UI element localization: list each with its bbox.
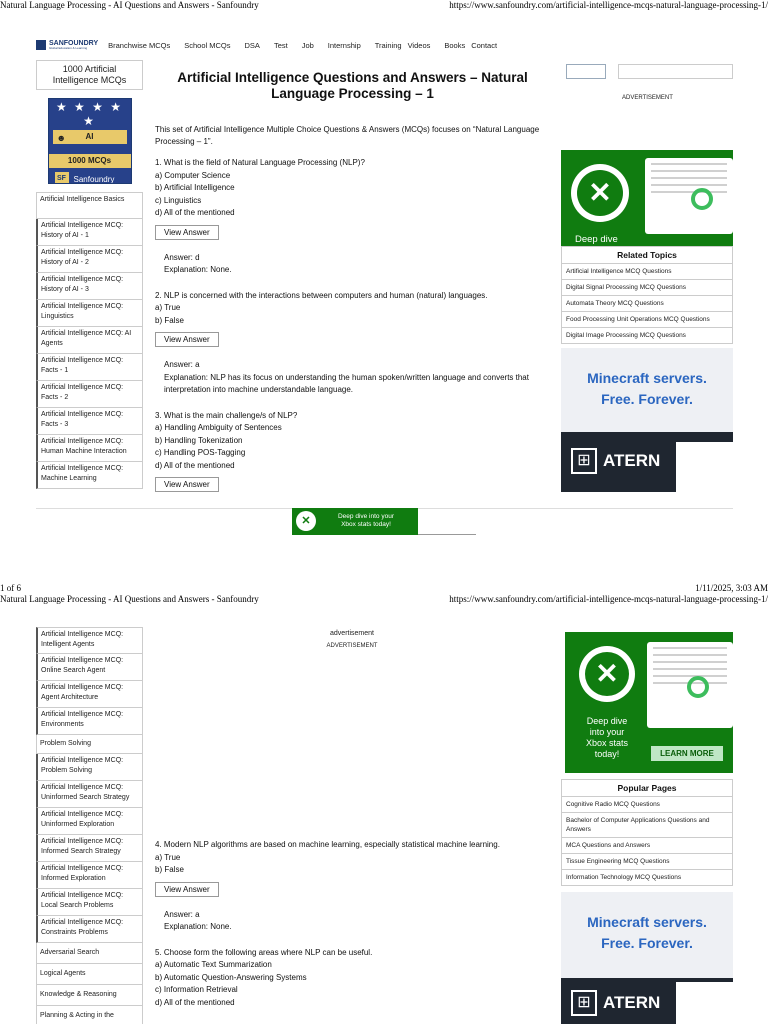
sidebar-item[interactable]: Artificial Intelligence MCQ: Intelligent Agents [36,627,143,654]
print-page-num: 1 of 6 [0,583,21,593]
xbox-logo-icon: ✕ [585,652,629,696]
sidebar-item[interactable]: Adversarial Search [36,943,143,964]
page-title: Artificial Intelligence Questions and Answers – Natural Language Processing – 1 [177,70,528,101]
question-2: 2. NLP is concerned with the interactions between computers and human (natural) languages. [155,290,488,300]
book-ai-badge [53,130,127,144]
xbox-ad-text [571,716,643,760]
xbox-logo-icon: ✕ [296,511,316,531]
minecraft-line2: Free. Forever. [601,391,693,407]
answer-text: Answer: a [164,909,200,919]
option: a) Handling Ambiguity of Sentences [155,423,282,432]
popular-link[interactable]: Tissue Engineering MCQ Questions [561,854,733,870]
answer-text: Answer: d [164,252,200,262]
search-input[interactable] [618,64,733,79]
nav-school[interactable]: School MCQs [184,40,231,50]
donut-icon [687,676,709,698]
sidebar-item[interactable]: Artificial Intelligence MCQ: Facts - 3 [36,408,143,435]
advertisement-label: ADVERTISEMENT [326,643,378,649]
sf-logo-icon: SF [55,172,69,184]
sidebar-item[interactable]: Artificial Intelligence MCQ: Uninformed Exploration [36,808,143,835]
popular-link[interactable]: Cognitive Radio MCQ Questions [561,797,733,813]
answer-block [155,359,550,397]
book-cover[interactable] [48,98,132,184]
option: d) All of the mentioned [155,997,235,1007]
option: b) False [155,865,184,874]
minecraft-ad[interactable] [561,892,733,1024]
left-sidebar [36,60,143,489]
stats-card [645,158,733,234]
sidebar-item[interactable]: Artificial Intelligence Basics [36,192,143,219]
related-link[interactable]: Food Processing Unit Operations MCQ Questions [561,312,733,328]
option: a) True [155,852,181,862]
advertisement-text: advertisement [330,630,374,637]
donut-icon [691,188,713,210]
answer-text: Answer: a [164,360,200,369]
xbox-logo-icon: ✕ [577,170,623,216]
sidebar-item[interactable]: Artificial Intelligence MCQ: Machine Learning [36,462,143,489]
option: a) Computer Science [155,170,231,180]
print-datetime: 1/11/2025, 3:03 AM [695,583,768,593]
xbox-ad-text: Deep dive [575,234,618,245]
related-link[interactable]: Artificial Intelligence MCQ Questions [561,264,733,280]
explanation-text: Explanation: None. [164,265,232,274]
view-answer-button[interactable]: View Answer [155,477,219,492]
sidebar-item[interactable]: Planning & Acting in the [36,1006,143,1024]
book-mcq-count: 1000 MCQs [49,154,131,168]
print-page-title: Natural Language Processing - AI Questions and Answers - Sanfoundry [0,0,259,10]
related-link[interactable]: Automata Theory MCQ Questions [561,296,733,312]
advertisement-label: ADVERTISEMENT [622,95,673,101]
option: d) All of the mentioned [155,460,235,470]
sidebar-item[interactable]: Artificial Intelligence MCQ: Uninformed Search Strategy [36,781,143,808]
lightbulb-icon: ☻ [56,133,66,143]
sidebar-item[interactable]: Artificial Intelligence MCQ: Problem Solving [36,754,143,781]
xbox-ad[interactable] [565,632,733,773]
sidebar-heading: 1000 Artificial Intelligence MCQs [36,60,143,90]
top-nav [36,36,736,54]
option: b) Handling Tokenization [155,435,243,445]
print-header-2 [0,594,768,606]
main-content [155,839,550,1009]
answer-block [155,252,550,277]
sidebar-item[interactable]: Artificial Intelligence MCQ: Environments [36,708,143,735]
print-url: https://www.sanfoundry.com/artificial-intelligence-mcqs-natural-language-processing-1/ [449,0,768,10]
option: a) True [155,303,181,312]
option: c) Information Retrieval [155,985,238,994]
print-url: https://www.sanfoundry.com/artificial-intelligence-mcqs-natural-language-processing-1/ [449,594,768,604]
bottom-banner-line1: Deep dive into your [337,513,394,520]
sidebar-item[interactable]: Logical Agents [36,964,143,985]
search-button[interactable] [566,64,606,79]
related-topics-title: Related Topics [561,246,733,264]
minecraft-line2: Free. Forever. [601,935,693,951]
sidebar-item[interactable]: Artificial Intelligence MCQ: History of AI - 2 [36,246,143,273]
nav-books[interactable]: Books [444,40,466,50]
sidebar-item[interactable]: Artificial Intelligence MCQ: Linguistics [36,300,143,327]
learn-more-button[interactable]: LEARN MORE [651,746,723,761]
minecraft-line1: Minecraft servers. [587,914,707,930]
right-column [561,150,733,492]
xbox-ad-line1: Deep dive [586,716,628,726]
popular-link[interactable]: MCA Questions and Answers [561,838,733,854]
explanation-text: Explanation: None. [164,922,232,931]
popular-pages-title: Popular Pages [561,779,733,797]
option: b) Artificial Intelligence [155,183,235,192]
xbox-ad-line4: today! [594,749,620,759]
sidebar-item[interactable]: Artificial Intelligence MCQ: History of AI - 3 [36,273,143,300]
print-header [0,0,768,12]
view-answer-button[interactable]: View Answer [155,332,219,347]
book-brand [49,172,131,184]
nav-dsa[interactable]: DSA [244,40,260,50]
minecraft-line1: Minecraft servers. [587,370,707,386]
sidebar-item[interactable]: Artificial Intelligence MCQ: Facts - 2 [36,381,143,408]
sidebar-item[interactable]: Artificial Intelligence MCQ: Informed Exploration [36,862,143,889]
question-5: 5. Choose form the following areas where NLP can be useful. [155,947,373,957]
bottom-xbox-banner[interactable] [292,508,418,535]
related-link[interactable]: Digital Image Processing MCQ Questions [561,328,733,344]
nav-branchwise[interactable]: Branchwise MCQs [108,40,171,50]
option: b) Automatic Question-Answering Systems [155,972,307,982]
option: a) Automatic Text Summarization [155,960,272,969]
main-content [155,70,550,499]
explanation-text: Explanation: NLP has its focus on understanding the human spoken/written language and converts that interpretation into machine understandable language. [164,372,529,394]
aternos-brand: ATERN [603,993,661,1012]
option: b) False [155,315,184,325]
print-page-title: Natural Language Processing - AI Questions and Answers - Sanfoundry [0,594,259,604]
question-4: 4. Modern NLP algorithms are based on machine learning, especially statistical machine learning. [155,840,500,849]
nav-job[interactable]: Job [301,40,314,50]
left-sidebar [36,627,143,1024]
book-ai-label: AI [85,132,94,141]
sidebar-item[interactable]: Artificial Intelligence MCQ: Human Machine Interaction [36,435,143,462]
bottom-banner-line2: Xbox stats today! [341,521,391,528]
option: c) Handling POS-Tagging [155,448,246,457]
minecraft-ad[interactable] [561,348,733,492]
intro-text: This set of Artificial Intelligence Multiple Choice Questions & Answers (MCQs) focuses on “Natural Language Processing – 1”. [155,125,540,146]
answer-block [155,909,550,934]
option: d) All of the mentioned [155,208,235,217]
sidebar-item[interactable]: Artificial Intelligence MCQ: Online Search Agent [36,654,143,681]
stats-card [647,642,733,728]
popular-link[interactable]: Information Technology MCQ Questions [561,870,733,886]
sidebar-item[interactable]: Artificial Intelligence MCQ: Agent Architecture [36,681,143,708]
aternos-logo-icon: ⊞ [571,990,597,1016]
related-link[interactable]: Digital Signal Processing MCQ Questions [561,280,733,296]
sidebar-item[interactable]: Artificial Intelligence MCQ: Informed Search Strategy [36,835,143,862]
xbox-ad-line3: Xbox stats [585,738,629,748]
sanfoundry-logo[interactable] [36,40,98,50]
page-2 [0,618,768,1024]
xbox-ad[interactable] [561,150,733,246]
sidebar-item[interactable]: Problem Solving [36,735,143,754]
page-1 [0,24,768,537]
question-1: 1. What is the field of Natural Language Processing (NLP)? [155,158,365,167]
nav-test[interactable]: Test [273,40,288,50]
bottom-banner-text [326,513,406,529]
aternos-logo-icon: ⊞ [571,448,597,474]
book-brand-name: Sanfoundry [73,174,115,184]
right-column [561,632,733,1024]
sidebar-item[interactable]: Artificial Intelligence MCQ: Constraints Problems [36,916,143,943]
sidebar-item[interactable]: Knowledge & Reasoning [36,985,143,1006]
sidebar-item[interactable]: Artificial Intelligence MCQ: AI Agents [36,327,143,354]
stars-icon: ★ ★ ★ ★ ★ [55,100,124,128]
sidebar-item[interactable]: Artificial Intelligence MCQ: Facts - 1 [36,354,143,381]
sidebar-item[interactable]: Artificial Intelligence MCQ: History of AI - 1 [36,219,143,246]
view-answer-button[interactable]: View Answer [155,225,219,240]
aternos-brand: ATERN [603,451,661,470]
nav-internship[interactable]: Internship [327,40,361,50]
xbox-ad-line2: into your [589,727,625,737]
view-answer-button[interactable]: View Answer [155,882,219,897]
nav-contact[interactable]: Contact [471,40,498,50]
logo-mark-icon [36,40,46,50]
logo-text: SANFOUNDRY [49,40,99,47]
question-3: 3. What is the main challenge/s of NLP? [155,410,298,420]
option: c) Linguistics [155,195,202,205]
nav-videos[interactable]: Videos [407,40,431,50]
logo-tagline: Global Education & Learning [49,46,88,50]
nav-training[interactable]: Training [374,40,402,50]
sidebar-item[interactable]: Artificial Intelligence MCQ: Local Search Problems [36,889,143,916]
popular-link[interactable]: Bachelor of Computer Applications Questions and Answers [561,813,733,838]
